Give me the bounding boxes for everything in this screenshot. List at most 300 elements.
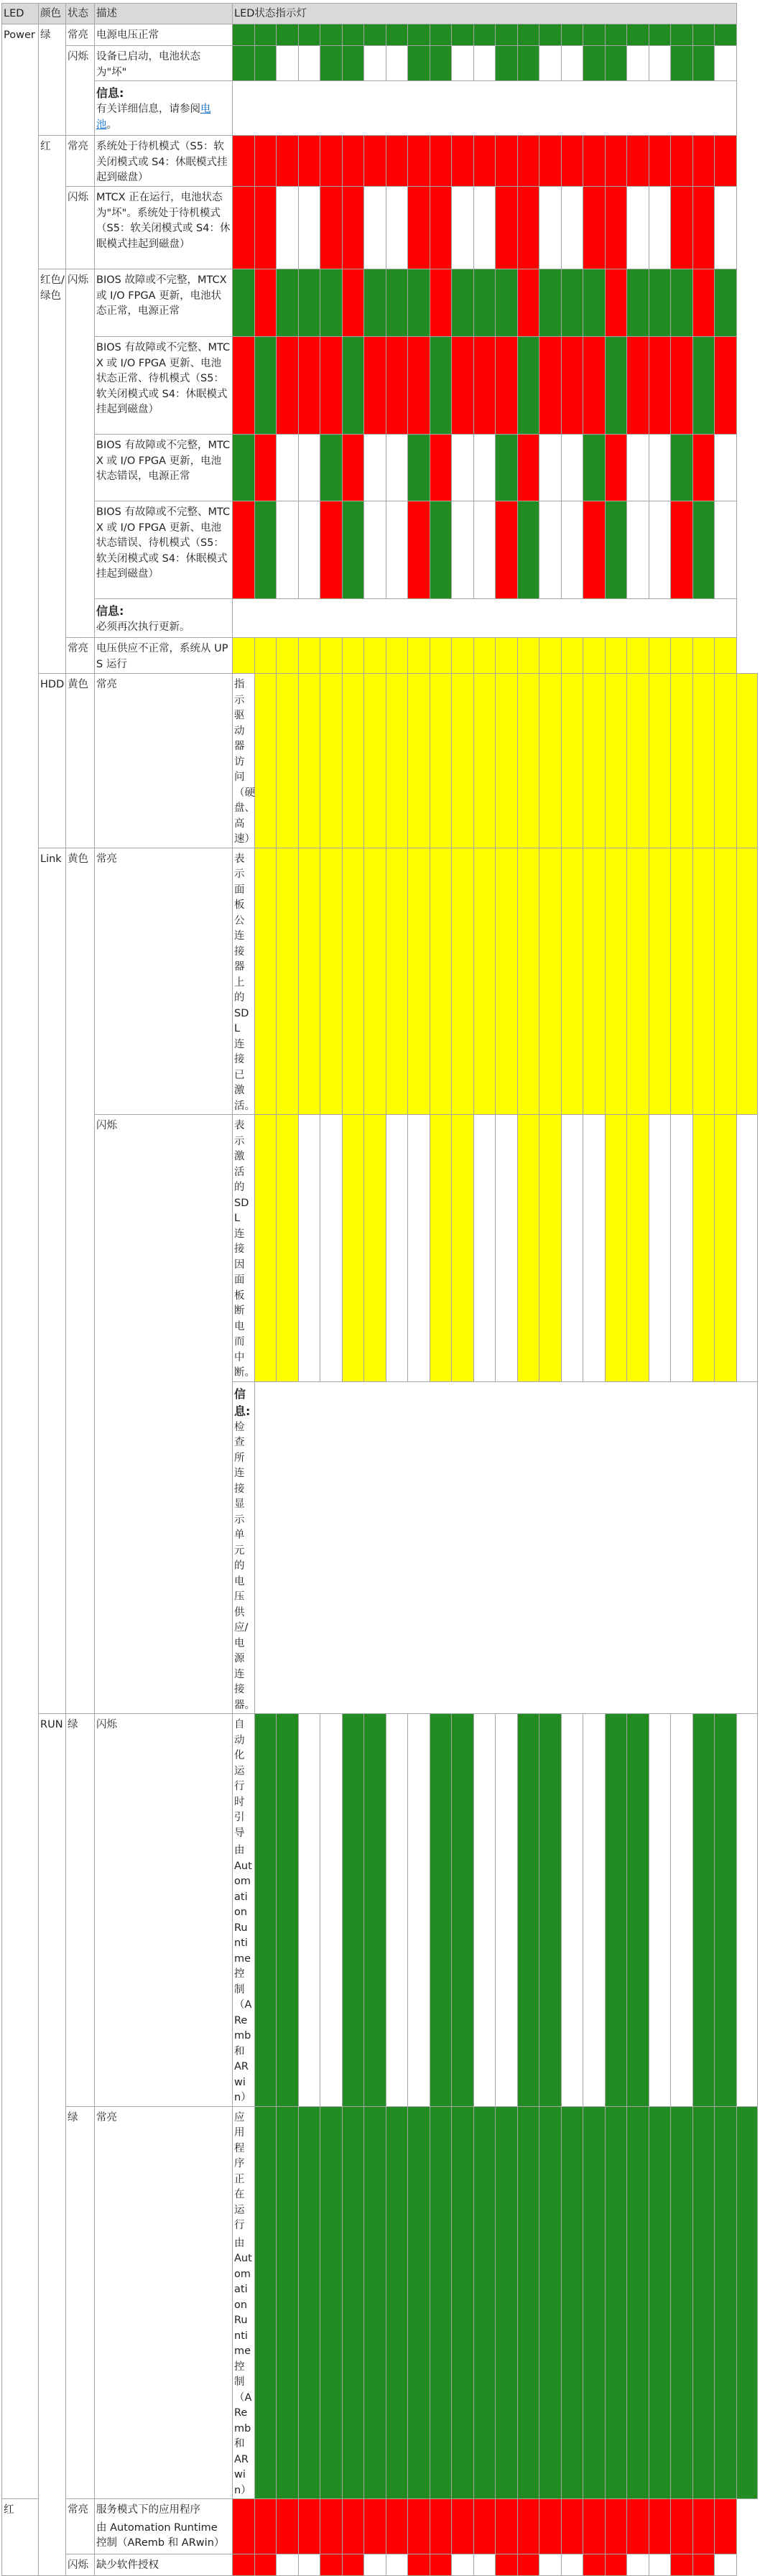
led-cell-red bbox=[474, 337, 496, 435]
led-cell-green bbox=[343, 337, 364, 435]
row-description: BIOS 有故障或不完整，MTCX 或 I/O FPGA 更新，电池状态错误，电源正常 bbox=[95, 435, 233, 501]
led-cell-red bbox=[320, 136, 343, 187]
led-cell-red bbox=[496, 501, 518, 599]
led-cell-red bbox=[693, 2554, 715, 2576]
led-cell-yellow bbox=[430, 674, 452, 848]
led-cell-off bbox=[627, 187, 649, 269]
led-cell-yellow bbox=[452, 674, 474, 848]
led-cell-off bbox=[386, 187, 408, 269]
led-cell-off bbox=[299, 435, 320, 501]
led-cell-yellow bbox=[693, 674, 715, 848]
table-row bbox=[2, 674, 758, 848]
led-cell-yellow bbox=[474, 674, 496, 848]
led-cell-green bbox=[583, 46, 606, 81]
led-state-steady: 常亮 bbox=[95, 674, 233, 848]
led-cell-red bbox=[233, 2554, 255, 2576]
led-cell-yellow bbox=[277, 1115, 299, 1382]
row-description-detail: 由 Automation Runtime 控制（ARemb 和 ARwin） bbox=[234, 2237, 252, 2496]
led-color-green: 绿 bbox=[66, 2106, 95, 2499]
led-state-steady: 常亮 bbox=[66, 2499, 95, 2554]
led-cell-yellow bbox=[386, 674, 408, 848]
led-cell-red bbox=[430, 435, 452, 501]
led-cell-yellow bbox=[539, 1115, 562, 1382]
led-cell-green bbox=[671, 2106, 693, 2499]
led-cell-green bbox=[649, 24, 671, 46]
led-cell-yellow bbox=[299, 848, 320, 1115]
led-cell-green bbox=[320, 24, 343, 46]
led-cell-green bbox=[299, 2106, 320, 2499]
led-cell-green bbox=[343, 1714, 364, 2107]
led-cell-green bbox=[693, 337, 715, 435]
led-cell-off bbox=[299, 1714, 320, 2107]
led-cell-off bbox=[715, 435, 737, 501]
led-cell-red bbox=[583, 501, 606, 599]
led-cell-red bbox=[320, 2499, 343, 2554]
led-color-red: 红 bbox=[2, 2499, 39, 2576]
led-cell-off bbox=[474, 435, 496, 501]
led-cell-red bbox=[430, 187, 452, 269]
table-row bbox=[2, 1714, 758, 2107]
led-cell-off bbox=[562, 501, 583, 599]
led-cell-green bbox=[606, 24, 627, 46]
led-cell-yellow bbox=[583, 674, 606, 848]
led-name-hdd: HDD bbox=[39, 674, 66, 848]
led-cell-off bbox=[299, 1115, 320, 1382]
led-cell-green bbox=[583, 2106, 606, 2499]
led-cell-yellow bbox=[518, 1115, 539, 1382]
led-state-steady: 常亮 bbox=[66, 136, 95, 187]
table-row bbox=[2, 2554, 758, 2576]
led-cell-yellow bbox=[649, 638, 671, 674]
led-cell-red bbox=[364, 337, 386, 435]
led-cell-green bbox=[671, 435, 693, 501]
led-cell-yellow bbox=[606, 1115, 627, 1382]
led-cell-green bbox=[386, 2106, 408, 2499]
row-description: 系统处于待机模式（S5：软关闭模式或 S4：休眠模式挂起到磁盘） bbox=[95, 136, 233, 187]
led-state-blink: 闪烁 bbox=[66, 2554, 95, 2576]
led-cell-yellow bbox=[343, 848, 364, 1115]
led-cell-red bbox=[583, 337, 606, 435]
led-cell-yellow bbox=[627, 674, 649, 848]
header-state: 状态 bbox=[66, 4, 95, 24]
led-cell-green bbox=[299, 24, 320, 46]
led-cell-off bbox=[496, 1115, 518, 1382]
led-cell-red bbox=[255, 2554, 277, 2576]
led-cell-green bbox=[430, 337, 452, 435]
row-description: 电压供应不正常，系统从 UPS 运行 bbox=[95, 638, 233, 674]
led-cell-green bbox=[715, 2106, 737, 2499]
led-cell-red bbox=[343, 2554, 364, 2576]
row-description-main: 应用程序正在运行 bbox=[234, 2111, 245, 2231]
led-cell-off bbox=[452, 435, 474, 501]
led-cell-yellow bbox=[255, 674, 277, 848]
led-cell-off bbox=[386, 46, 408, 81]
led-cell-yellow bbox=[518, 674, 539, 848]
table-row bbox=[2, 187, 758, 269]
led-cell-red bbox=[518, 187, 539, 269]
led-cell-yellow bbox=[606, 638, 627, 674]
led-cell-green bbox=[606, 337, 627, 435]
row-description bbox=[233, 1714, 255, 2107]
led-cell-red bbox=[539, 136, 562, 187]
row-description: 表示面板公连接器上的 SDL 连接已激活。 bbox=[233, 848, 255, 1115]
led-cell-green bbox=[255, 501, 277, 599]
led-cell-yellow bbox=[496, 848, 518, 1115]
led-cell-yellow bbox=[452, 638, 474, 674]
led-cell-red bbox=[408, 2554, 430, 2576]
led-cell-green bbox=[627, 269, 649, 337]
led-cell-yellow bbox=[320, 638, 343, 674]
info-row bbox=[2, 81, 758, 136]
led-cell-red bbox=[562, 2499, 583, 2554]
led-cell-green bbox=[408, 435, 430, 501]
led-cell-green bbox=[606, 2106, 627, 2499]
led-cell-yellow bbox=[343, 1115, 364, 1382]
led-cell-green bbox=[452, 2106, 474, 2499]
row-description: 电源电压正常 bbox=[95, 24, 233, 46]
led-cell-yellow bbox=[452, 1115, 474, 1382]
led-cell-off bbox=[715, 187, 737, 269]
led-cell-yellow bbox=[408, 638, 430, 674]
led-cell-green bbox=[539, 1714, 562, 2107]
led-cell-green bbox=[408, 269, 430, 337]
led-cell-green bbox=[518, 1714, 539, 2107]
led-cell-yellow bbox=[539, 848, 562, 1115]
header-color: 颜色 bbox=[39, 4, 66, 24]
led-cell-green bbox=[671, 46, 693, 81]
led-cell-green bbox=[606, 501, 627, 599]
led-state-blink: 闪烁 bbox=[95, 1115, 233, 1714]
led-cell-green bbox=[320, 435, 343, 501]
led-cell-red bbox=[671, 2554, 693, 2576]
row-description: BIOS 故障或不完整，MTCX 或 I/O FPGA 更新，电池状态正常，电源正常 bbox=[95, 269, 233, 337]
led-cell-off bbox=[474, 187, 496, 269]
table-row bbox=[2, 638, 758, 674]
led-cell-off bbox=[364, 501, 386, 599]
led-cell-red bbox=[715, 337, 737, 435]
led-cell-yellow bbox=[627, 638, 649, 674]
led-cell-red bbox=[715, 136, 737, 187]
led-cell-off bbox=[452, 187, 474, 269]
led-cell-red bbox=[277, 337, 299, 435]
header-led-indicator: LED状态指示灯 bbox=[233, 4, 737, 24]
led-cell-green bbox=[255, 2106, 277, 2499]
led-cell-off bbox=[277, 501, 299, 599]
table-row bbox=[2, 2106, 758, 2499]
led-cell-off bbox=[386, 1714, 408, 2107]
led-cell-off bbox=[715, 501, 737, 599]
led-cell-off bbox=[562, 46, 583, 81]
led-cell-red bbox=[386, 337, 408, 435]
led-cell-red bbox=[671, 187, 693, 269]
led-cell-green bbox=[430, 46, 452, 81]
led-cell-green bbox=[518, 2106, 539, 2499]
led-cell-off bbox=[649, 187, 671, 269]
led-cell-green bbox=[320, 269, 343, 337]
led-cell-green bbox=[518, 46, 539, 81]
led-cell-green bbox=[539, 24, 562, 46]
led-cell-green bbox=[562, 24, 583, 46]
led-cell-off bbox=[539, 187, 562, 269]
led-cell-red bbox=[255, 269, 277, 337]
info-title: 信息: bbox=[96, 604, 124, 618]
led-cell-yellow bbox=[255, 1115, 277, 1382]
led-cell-green bbox=[562, 2106, 583, 2499]
led-cell-red bbox=[496, 2554, 518, 2576]
led-cell-red bbox=[606, 2499, 627, 2554]
led-cell-yellow bbox=[474, 848, 496, 1115]
led-cell-green bbox=[583, 269, 606, 337]
led-cell-red bbox=[408, 136, 430, 187]
led-cell-yellow bbox=[386, 638, 408, 674]
led-cell-off bbox=[649, 1714, 671, 2107]
table-row bbox=[2, 337, 758, 435]
led-cell-green bbox=[364, 24, 386, 46]
led-cell-red bbox=[606, 269, 627, 337]
row-description bbox=[95, 2499, 233, 2554]
led-cell-yellow bbox=[562, 638, 583, 674]
led-cell-yellow bbox=[715, 638, 737, 674]
row-description bbox=[233, 2106, 255, 2499]
led-cell-off bbox=[474, 1115, 496, 1382]
led-cell-red bbox=[430, 2499, 452, 2554]
led-cell-green bbox=[539, 269, 562, 337]
led-cell-yellow bbox=[343, 674, 364, 848]
led-cell-green bbox=[539, 2106, 562, 2499]
led-cell-green bbox=[277, 2106, 299, 2499]
info-text: 必须再次执行更新。 bbox=[96, 621, 190, 633]
row-description-detail: 由 Automation Runtime 控制（ARemb 和 ARwin） bbox=[234, 1845, 252, 2103]
led-cell-red bbox=[299, 337, 320, 435]
info-row bbox=[2, 599, 758, 638]
table-row bbox=[2, 24, 758, 46]
led-cell-yellow bbox=[518, 638, 539, 674]
led-cell-red bbox=[255, 187, 277, 269]
led-cell-off bbox=[539, 501, 562, 599]
led-cell-off bbox=[320, 1115, 343, 1382]
led-cell-yellow bbox=[715, 1115, 737, 1382]
info-note bbox=[233, 1381, 255, 1714]
led-cell-red bbox=[386, 2499, 408, 2554]
row-description: BIOS 有故障或不完整、MTCX 或 I/O FPGA 更新、电池状态错误、待机模式（S5：软关闭模式或 S4：休眠模式挂起到磁盘） bbox=[95, 501, 233, 599]
led-state-blink: 闪烁 bbox=[66, 269, 95, 638]
led-cell-yellow bbox=[386, 848, 408, 1115]
led-cell-off bbox=[627, 2554, 649, 2576]
led-cell-off bbox=[583, 1115, 606, 1382]
led-cell-green bbox=[627, 2106, 649, 2499]
led-cell-red bbox=[233, 136, 255, 187]
led-cell-off bbox=[299, 501, 320, 599]
led-cell-off bbox=[737, 1115, 758, 1382]
led-cell-green bbox=[320, 46, 343, 81]
led-cell-green bbox=[277, 269, 299, 337]
led-cell-off bbox=[562, 435, 583, 501]
led-cell-off bbox=[715, 2554, 737, 2576]
led-cell-yellow bbox=[320, 848, 343, 1115]
led-cell-green bbox=[496, 269, 518, 337]
led-cell-red bbox=[583, 136, 606, 187]
led-cell-yellow bbox=[627, 848, 649, 1115]
led-cell-yellow bbox=[715, 848, 737, 1115]
led-cell-yellow bbox=[233, 638, 255, 674]
led-cell-red bbox=[496, 136, 518, 187]
led-cell-off bbox=[539, 435, 562, 501]
led-cell-yellow bbox=[255, 848, 277, 1115]
led-cell-off bbox=[583, 1714, 606, 2107]
led-cell-yellow bbox=[408, 674, 430, 848]
led-color-green: 绿 bbox=[39, 24, 66, 136]
led-color-yellow: 黄色 bbox=[66, 674, 95, 848]
led-cell-off bbox=[649, 501, 671, 599]
led-cell-red bbox=[299, 2499, 320, 2554]
led-cell-green bbox=[518, 24, 539, 46]
led-cell-green bbox=[452, 269, 474, 337]
led-cell-green bbox=[233, 435, 255, 501]
led-state-blink: 闪烁 bbox=[66, 187, 95, 269]
led-cell-green bbox=[364, 269, 386, 337]
led-cell-off bbox=[627, 46, 649, 81]
led-cell-off bbox=[277, 187, 299, 269]
led-cell-off bbox=[474, 46, 496, 81]
led-cell-yellow bbox=[299, 638, 320, 674]
table-row bbox=[2, 269, 758, 337]
led-state-blink: 闪烁 bbox=[95, 1714, 233, 2107]
led-cell-off bbox=[671, 1714, 693, 2107]
led-cell-off bbox=[539, 46, 562, 81]
led-cell-red bbox=[343, 136, 364, 187]
led-cell-yellow bbox=[343, 638, 364, 674]
led-cell-green bbox=[233, 269, 255, 337]
table-row bbox=[2, 848, 758, 1115]
led-cell-off bbox=[671, 1115, 693, 1382]
led-status-table bbox=[1, 3, 758, 2576]
led-cell-yellow bbox=[671, 638, 693, 674]
led-cell-off bbox=[539, 2554, 562, 2576]
row-description: MTCX 正在运行，电池状态为"坏"。系统处于待机模式（S5：软关闭模式或 S4：休眠模式挂起到磁盘） bbox=[95, 187, 233, 269]
led-cell-yellow bbox=[364, 638, 386, 674]
led-cell-green bbox=[606, 1714, 627, 2107]
led-cell-green bbox=[671, 269, 693, 337]
led-cell-red bbox=[343, 2499, 364, 2554]
row-description: BIOS 有故障或不完整、MTCX 或 I/O FPGA 更新、电池状态正常、待机模式（S5：软关闭模式或 S4：休眠模式挂起到磁盘） bbox=[95, 337, 233, 435]
led-cell-green bbox=[583, 24, 606, 46]
row-description-main: 自动化运行时引导 bbox=[234, 1719, 245, 1839]
info-title: 信息: bbox=[234, 1386, 251, 1418]
led-cell-yellow bbox=[364, 674, 386, 848]
led-cell-off bbox=[277, 2554, 299, 2576]
led-cell-green bbox=[737, 2106, 758, 2499]
led-cell-red bbox=[583, 187, 606, 269]
led-cell-green bbox=[255, 337, 277, 435]
led-cell-green bbox=[430, 2106, 452, 2499]
led-cell-red bbox=[649, 337, 671, 435]
led-cell-red bbox=[606, 136, 627, 187]
led-cell-yellow bbox=[277, 848, 299, 1115]
led-cell-red bbox=[233, 2499, 255, 2554]
led-cell-yellow bbox=[496, 674, 518, 848]
led-cell-off bbox=[452, 501, 474, 599]
led-cell-green bbox=[649, 2106, 671, 2499]
led-cell-off bbox=[364, 187, 386, 269]
led-cell-off bbox=[737, 1714, 758, 2107]
led-cell-red bbox=[408, 187, 430, 269]
led-cell-off bbox=[364, 46, 386, 81]
led-cell-green bbox=[343, 24, 364, 46]
led-cell-red bbox=[343, 435, 364, 501]
header-description: 描述 bbox=[95, 4, 233, 24]
table-row bbox=[2, 435, 758, 501]
led-cell-yellow bbox=[539, 674, 562, 848]
led-color-red-green: 红色/绿色 bbox=[39, 269, 66, 674]
led-cell-off bbox=[715, 46, 737, 81]
led-cell-green bbox=[693, 2106, 715, 2499]
led-cell-green bbox=[320, 2106, 343, 2499]
led-cell-red bbox=[518, 2499, 539, 2554]
led-cell-yellow bbox=[539, 638, 562, 674]
led-cell-red bbox=[320, 501, 343, 599]
led-cell-red bbox=[430, 136, 452, 187]
led-cell-green bbox=[255, 24, 277, 46]
led-cell-red bbox=[496, 2499, 518, 2554]
led-cell-green bbox=[627, 1714, 649, 2107]
led-cell-red bbox=[671, 2499, 693, 2554]
led-cell-green bbox=[496, 435, 518, 501]
led-cell-red bbox=[606, 187, 627, 269]
led-cell-red bbox=[408, 337, 430, 435]
led-cell-yellow bbox=[430, 638, 452, 674]
led-cell-off bbox=[386, 435, 408, 501]
led-cell-red bbox=[233, 501, 255, 599]
led-cell-red bbox=[364, 2499, 386, 2554]
led-cell-off bbox=[386, 501, 408, 599]
led-cell-off bbox=[649, 2554, 671, 2576]
info-text: 有关详细信息，请参阅 bbox=[96, 103, 200, 115]
led-state-blink: 闪烁 bbox=[66, 46, 95, 136]
led-cell-off bbox=[496, 1714, 518, 2107]
led-cell-red bbox=[496, 187, 518, 269]
led-cell-green bbox=[233, 24, 255, 46]
led-state-steady: 常亮 bbox=[95, 2106, 233, 2499]
led-cell-red bbox=[255, 435, 277, 501]
info-blank bbox=[233, 81, 737, 136]
led-cell-red bbox=[496, 337, 518, 435]
led-cell-off bbox=[320, 1714, 343, 2107]
led-cell-yellow bbox=[255, 638, 277, 674]
table-row bbox=[2, 1115, 758, 1382]
led-name-power: Power bbox=[2, 24, 39, 2499]
led-cell-green bbox=[386, 269, 408, 337]
row-description: 指示驱动器访问（硬盘、高速） bbox=[233, 674, 255, 848]
led-cell-off bbox=[649, 46, 671, 81]
led-cell-yellow bbox=[583, 638, 606, 674]
led-cell-off bbox=[386, 2554, 408, 2576]
led-cell-red bbox=[277, 136, 299, 187]
led-cell-red bbox=[627, 337, 649, 435]
led-cell-yellow bbox=[430, 1115, 452, 1382]
led-cell-green bbox=[277, 24, 299, 46]
led-cell-red bbox=[518, 269, 539, 337]
led-cell-off bbox=[562, 2554, 583, 2576]
led-cell-off bbox=[452, 46, 474, 81]
led-cell-red bbox=[277, 2499, 299, 2554]
led-cell-green bbox=[518, 337, 539, 435]
led-cell-yellow bbox=[671, 674, 693, 848]
led-cell-red bbox=[715, 2499, 737, 2554]
led-cell-yellow bbox=[627, 1115, 649, 1382]
battery-link[interactable]: 电池 bbox=[96, 103, 211, 131]
led-cell-red bbox=[627, 2499, 649, 2554]
led-cell-red bbox=[671, 501, 693, 599]
